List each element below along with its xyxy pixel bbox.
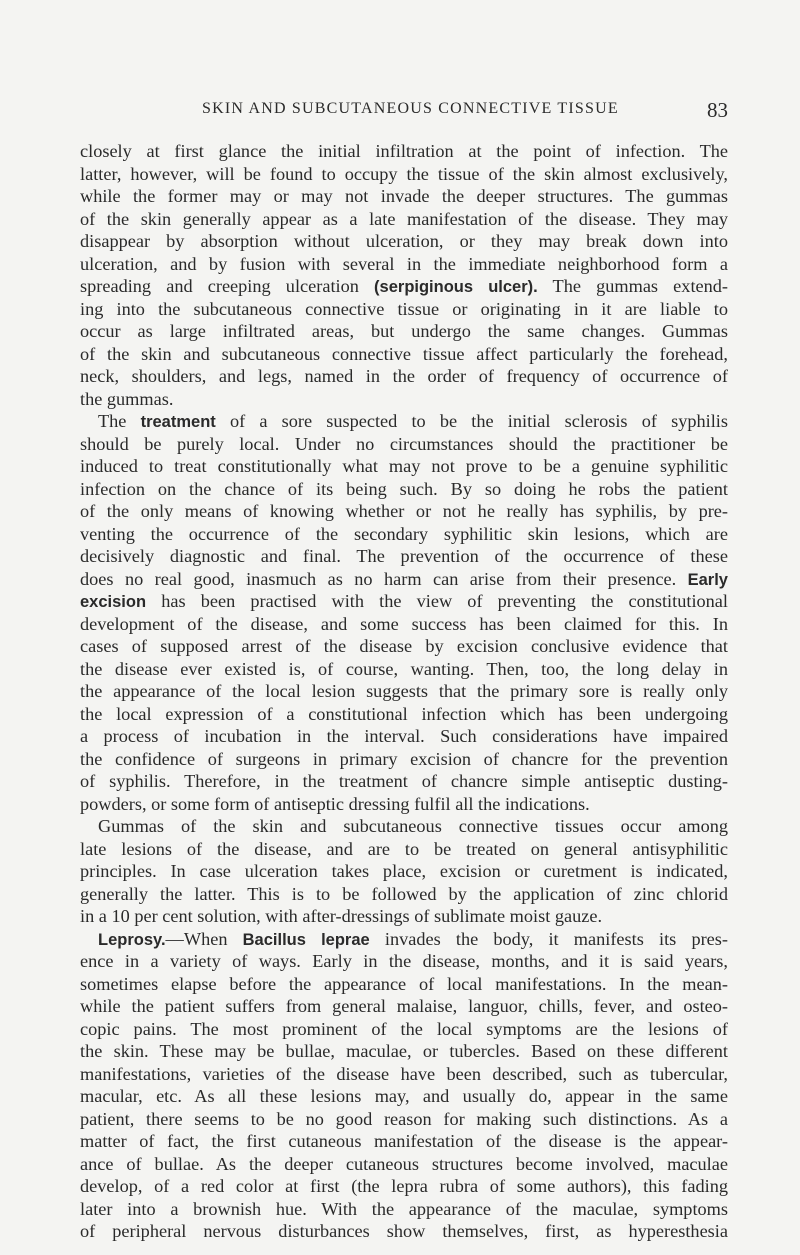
text-run: decisively diagnostic and final. The prevention of the occurrence of these <box>80 546 728 566</box>
text-run: has been practised with the view of preventing the constitutional <box>146 591 728 611</box>
text-run: venting the occurrence of the secondary syphilitic skin lesions, which are <box>80 523 728 544</box>
text-run: ance of bullae. As the deeper cutaneous structures become involved, maculae <box>80 1153 728 1174</box>
text-run: ence in a variety of ways. Early in the disease, months, and it is said years, <box>80 951 728 971</box>
text-line <box>80 320 728 343</box>
text-line <box>80 500 728 523</box>
text-run: the skin. These may be bullae, maculae, or tubercles. Based on these different <box>80 1041 728 1061</box>
bold-term: Leprosy. <box>98 930 166 949</box>
text-line <box>80 163 728 186</box>
text-run: disappear by absorption without ulceration, or they may break down into <box>80 231 728 251</box>
text-run: neck, shoulders, and legs, named in the order of frequency of occurrence of <box>80 366 728 386</box>
text-run: development of the disease, and some success has been claimed for this. In <box>80 613 728 634</box>
text-line <box>80 365 728 388</box>
text-line <box>80 410 728 433</box>
text-line <box>80 230 728 253</box>
text-run: cases of supposed arrest of the disease by excision conclusive evidence that <box>80 636 728 656</box>
text-run: while the patient suffers from general malaise, languor, chills, fever, and osteo- <box>80 996 728 1016</box>
text-run: manifestations, varieties of the disease have been described, such as tubercular, <box>80 1063 728 1084</box>
text-line <box>80 1063 728 1086</box>
bold-term: (serpiginous ulcer). <box>374 278 538 296</box>
text-line <box>80 905 728 928</box>
text-line <box>80 253 728 276</box>
text-run: powders, or some form of antiseptic dressing fulfil all the indications. <box>80 793 590 814</box>
text-line <box>80 1085 728 1108</box>
text-run: patient, there seems to be no good reason for making such distinctions. As a <box>80 1108 728 1129</box>
text-run: macular, etc. As all these lesions may, and usually do, appear in the same <box>80 1086 728 1106</box>
text-line <box>80 523 728 546</box>
text-line <box>80 590 728 613</box>
text-line <box>80 1220 728 1243</box>
text-run: occur as large infiltrated areas, but undergo the same changes. Gummas <box>80 321 728 341</box>
text-line <box>80 1153 728 1176</box>
text-line <box>80 725 728 748</box>
text-run: the confidence of surgeons in primary excision of chancre for the prevention <box>80 748 728 769</box>
text-run: The <box>98 411 141 431</box>
text-line <box>80 478 728 501</box>
text-line <box>80 883 728 906</box>
text-run: of the skin generally appear as a late manifestation of the disease. They may <box>80 208 728 229</box>
text-line <box>80 1108 728 1131</box>
text-run: The gummas extend- <box>537 276 728 296</box>
text-line <box>80 928 728 951</box>
text-line <box>80 275 728 298</box>
text-line <box>80 455 728 478</box>
text-line <box>80 298 728 321</box>
text-run: principles. In case ulceration takes place, excision or curetment is indicated, <box>80 861 728 881</box>
text-line <box>80 1018 728 1041</box>
text-run: induced to treat constitutionally what may not prove to be a genuine syphilitic <box>80 456 728 476</box>
bold-term: treatment <box>140 413 216 431</box>
text-line <box>80 680 728 703</box>
bold-term: Bacillus leprae <box>242 930 370 949</box>
text-run: invades the body, it manifests its pres- <box>369 928 728 949</box>
body-text <box>80 140 728 1243</box>
text-run: ulceration, and by fusion with several in the immediate neighborhood form a <box>80 253 728 274</box>
text-run: sometimes elapse before the appearance of local manifestations. In the mean- <box>80 973 728 994</box>
text-line <box>80 635 728 658</box>
text-run: a process of incubation in the interval. Such considerations have impaired <box>80 726 728 746</box>
text-line <box>80 950 728 973</box>
text-run: of the only means of knowing whether or not he really has syphilis, by pre- <box>80 501 728 521</box>
text-line <box>80 1130 728 1153</box>
text-line <box>80 568 728 591</box>
running-head <box>80 100 728 122</box>
text-run: should be purely local. Under no circumstances should the practitioner be <box>80 433 728 454</box>
text-line <box>80 343 728 366</box>
text-run: later into a brownish hue. With the appearance of the maculae, symptoms <box>80 1198 728 1219</box>
bold-term: excision <box>80 593 147 611</box>
text-line <box>80 208 728 231</box>
text-line <box>80 770 728 793</box>
text-run: closely at first glance the initial infiltration at the point of infection. The <box>80 141 728 161</box>
text-line <box>80 793 728 816</box>
running-title: SKIN AND SUBCUTANEOUS CONNECTIVE TISSUE <box>202 100 619 117</box>
text-line <box>80 185 728 208</box>
text-run: spreading and creeping ulceration <box>80 276 375 296</box>
text-line <box>80 860 728 883</box>
text-line <box>80 433 728 456</box>
text-line <box>80 613 728 636</box>
text-run: the disease ever existed is, of course, wanting. Then, too, the long delay in <box>80 658 728 679</box>
text-run: generally the latter. This is to be followed by the application of zinc chlorid <box>80 883 728 904</box>
text-run: of peripheral nervous disturbances show themselves, first, as hyperesthesia <box>80 1221 728 1241</box>
text-line <box>80 1198 728 1221</box>
text-run: ing into the subcutaneous connective tissue or originating in it are liable to <box>80 298 728 319</box>
text-run: develop, of a red color at first (the lepra rubra of some authors), this fading <box>80 1176 728 1196</box>
bold-term: Early <box>687 570 728 589</box>
text-run: of syphilis. Therefore, in the treatment of chancre simple antiseptic dusting- <box>80 771 728 791</box>
text-line <box>80 140 728 163</box>
text-run: the local expression of a constitutional infection which has been undergoing <box>80 703 728 724</box>
text-run: late lesions of the disease, and are to be treated on general antisyphilitic <box>80 838 728 859</box>
text-run: latter, however, will be found to occupy the tissue of the skin almost exclusively, <box>80 163 728 184</box>
text-run: —When <box>165 928 243 949</box>
text-run: does no real good, inasmuch as no harm can arise from their presence. <box>80 568 688 589</box>
text-run: of a sore suspected to be the initial sclerosis of syphilis <box>215 411 728 431</box>
page-number: 83 <box>707 98 728 122</box>
text-line <box>80 703 728 726</box>
text-line <box>80 388 728 411</box>
text-run: in a 10 per cent solution, with after-dressings of sublimate moist gauze. <box>80 906 603 926</box>
text-line <box>80 838 728 861</box>
text-line <box>80 748 728 771</box>
text-run: infection on the chance of its being such. By so doing he robs the patient <box>80 478 728 499</box>
text-line <box>80 995 728 1018</box>
text-run: copic pains. The most prominent of the local symptoms are the lesions of <box>80 1018 728 1039</box>
text-run: of the skin and subcutaneous connective tissue affect particularly the forehead, <box>80 343 728 364</box>
text-line <box>80 658 728 681</box>
text-line <box>80 545 728 568</box>
text-line <box>80 1040 728 1063</box>
text-run: the appearance of the local lesion suggests that the primary sore is really only <box>80 681 728 701</box>
text-run: matter of fact, the first cutaneous manifestation of the disease is the appear- <box>80 1131 728 1151</box>
text-run: Gummas of the skin and subcutaneous connective tissues occur among <box>98 816 728 836</box>
text-line <box>80 973 728 996</box>
text-run: while the former may or may not invade the deeper structures. The gummas <box>80 186 728 206</box>
text-line <box>80 1175 728 1198</box>
text-run: the gummas. <box>80 388 174 409</box>
text-line <box>80 815 728 838</box>
